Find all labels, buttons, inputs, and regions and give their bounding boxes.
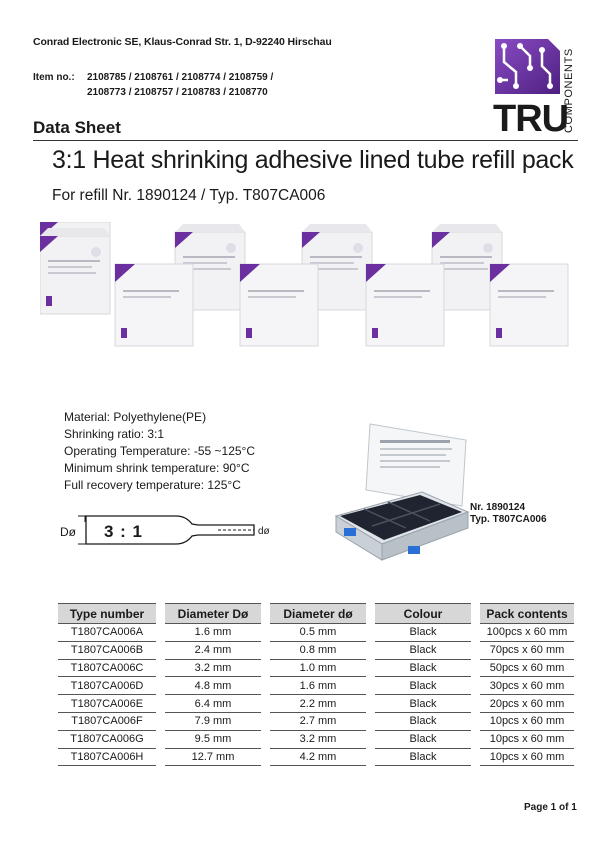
diameter-big-label: Dø bbox=[60, 525, 76, 539]
cell-diameter-small: 4.2 mm bbox=[270, 749, 366, 767]
cell-type-number: T1807CA006D bbox=[58, 677, 156, 695]
cell-type-number: T1807CA006A bbox=[58, 623, 156, 642]
refill-order-label bbox=[470, 502, 547, 526]
page-subtitle: For refill Nr. 1890124 / Typ. T807CA006 bbox=[52, 187, 326, 204]
table-row bbox=[58, 749, 574, 767]
spec-material: Material: Polyethylene(PE) bbox=[64, 410, 207, 424]
cell-colour: Black bbox=[375, 660, 471, 678]
spec-operating-temperature: Operating Temperature: -55 ~125°C bbox=[64, 444, 256, 458]
organizer-box-image bbox=[330, 420, 470, 570]
cell-diameter-small: 0.8 mm bbox=[270, 642, 366, 660]
item-number-label: Item no.: bbox=[33, 72, 75, 83]
spec-min-shrink-temperature: Minimum shrink temperature: 90°C bbox=[64, 461, 250, 475]
column-header-colour: Colour bbox=[375, 603, 471, 623]
table-row bbox=[58, 695, 574, 713]
column-header-diameter-big: Diameter Dø bbox=[165, 603, 261, 623]
refill-type: Typ. T807CA006 bbox=[470, 514, 547, 525]
page-number: Page 1 of 1 bbox=[524, 802, 577, 813]
cell-pack-contents: 10pcs x 60 mm bbox=[480, 749, 574, 767]
cell-diameter-small: 2.2 mm bbox=[270, 695, 366, 713]
cell-diameter-big: 2.4 mm bbox=[165, 642, 261, 660]
shrink-ratio-diagram bbox=[58, 508, 278, 552]
specifications-table bbox=[58, 603, 574, 766]
cell-pack-contents: 30pcs x 60 mm bbox=[480, 677, 574, 695]
table-row bbox=[58, 677, 574, 695]
svg-text:TRU: TRU bbox=[493, 98, 569, 136]
header-divider bbox=[33, 140, 578, 141]
cell-diameter-big: 6.4 mm bbox=[165, 695, 261, 713]
item-numbers-line-2: 2108773 / 2108757 / 2108783 / 2108770 bbox=[87, 87, 268, 98]
section-title: Data Sheet bbox=[33, 118, 121, 137]
cell-diameter-big: 9.5 mm bbox=[165, 731, 261, 749]
table-row bbox=[58, 731, 574, 749]
cell-colour: Black bbox=[375, 731, 471, 749]
cell-colour: Black bbox=[375, 713, 471, 731]
page-title: 3:1 Heat shrinking adhesive lined tube refill pack bbox=[52, 146, 574, 174]
column-header-pack-contents: Pack contents bbox=[480, 603, 574, 623]
cell-colour: Black bbox=[375, 623, 471, 642]
spec-shrink-ratio: Shrinking ratio: 3:1 bbox=[64, 427, 165, 441]
cell-pack-contents: 50pcs x 60 mm bbox=[480, 660, 574, 678]
ratio-label: 3 : 1 bbox=[104, 522, 144, 541]
cell-pack-contents: 10pcs x 60 mm bbox=[480, 713, 574, 731]
cell-pack-contents: 10pcs x 60 mm bbox=[480, 731, 574, 749]
cell-diameter-big: 12.7 mm bbox=[165, 749, 261, 767]
diameter-small-label: dø bbox=[258, 526, 270, 537]
cell-diameter-small: 1.6 mm bbox=[270, 677, 366, 695]
company-address: Conrad Electronic SE, Klaus-Conrad Str. 1, D-92240 Hirschau bbox=[33, 36, 332, 48]
cell-type-number: T1807CA006C bbox=[58, 660, 156, 678]
svg-text:COMPONENTS: COMPONENTS bbox=[563, 48, 575, 133]
tru-components-logo bbox=[490, 36, 578, 136]
cell-colour: Black bbox=[375, 642, 471, 660]
spec-list bbox=[64, 409, 255, 494]
cell-pack-contents: 100pcs x 60 mm bbox=[480, 623, 574, 642]
column-header-diameter-small: Diameter dø bbox=[270, 603, 366, 623]
table-row bbox=[58, 642, 574, 660]
product-boxes-image bbox=[40, 222, 570, 354]
cell-diameter-small: 1.0 mm bbox=[270, 660, 366, 678]
cell-colour: Black bbox=[375, 749, 471, 767]
cell-type-number: T1807CA006E bbox=[58, 695, 156, 713]
cell-diameter-big: 3.2 mm bbox=[165, 660, 261, 678]
item-numbers-line-1: 2108785 / 2108761 / 2108774 / 2108759 / bbox=[87, 72, 274, 83]
column-header-type-number: Type number bbox=[58, 603, 156, 623]
table-row bbox=[58, 660, 574, 678]
cell-diameter-big: 1.6 mm bbox=[165, 623, 261, 642]
cell-pack-contents: 70pcs x 60 mm bbox=[480, 642, 574, 660]
cell-colour: Black bbox=[375, 695, 471, 713]
cell-diameter-small: 0.5 mm bbox=[270, 623, 366, 642]
cell-type-number: T1807CA006B bbox=[58, 642, 156, 660]
table-row bbox=[58, 623, 574, 642]
cell-colour: Black bbox=[375, 677, 471, 695]
cell-type-number: T1807CA006G bbox=[58, 731, 156, 749]
cell-diameter-big: 4.8 mm bbox=[165, 677, 261, 695]
cell-type-number: T1807CA006F bbox=[58, 713, 156, 731]
spec-full-recovery-temperature: Full recovery temperature: 125°C bbox=[64, 478, 241, 492]
cell-type-number: T1807CA006H bbox=[58, 749, 156, 767]
table-row bbox=[58, 713, 574, 731]
cell-diameter-big: 7.9 mm bbox=[165, 713, 261, 731]
refill-number: Nr. 1890124 bbox=[470, 502, 526, 513]
cell-diameter-small: 3.2 mm bbox=[270, 731, 366, 749]
cell-pack-contents: 20pcs x 60 mm bbox=[480, 695, 574, 713]
table-header-row bbox=[58, 603, 574, 623]
cell-diameter-small: 2.7 mm bbox=[270, 713, 366, 731]
